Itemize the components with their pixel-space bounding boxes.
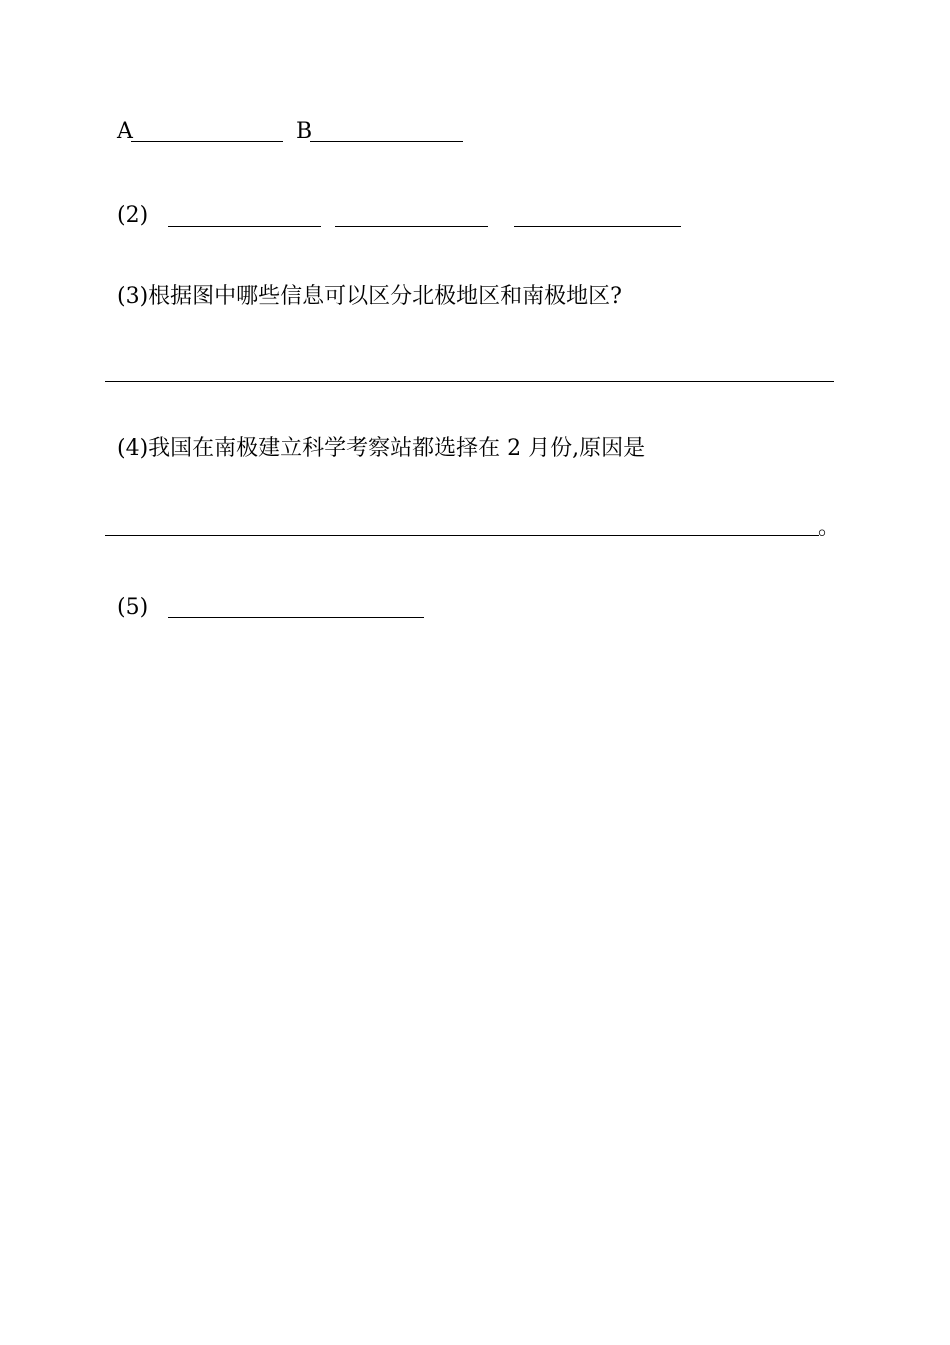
q1-answer-blank-b[interactable]	[310, 141, 463, 142]
q5-answer-blank[interactable]	[168, 617, 424, 618]
q1-label-b: B	[296, 119, 313, 144]
q4-end-mark: 。	[818, 515, 841, 540]
q2-answer-blank-2[interactable]	[335, 226, 488, 227]
q2-number: (2)	[117, 203, 149, 228]
q4-question-text: (4)我国在南极建立科学考察站都选择在 2 月份,原因是	[117, 436, 646, 461]
q3-answer-line[interactable]	[105, 381, 834, 382]
q1-label-a: A	[117, 119, 133, 144]
q2-answer-blank-1[interactable]	[168, 226, 321, 227]
q2-answer-blank-3[interactable]	[514, 226, 681, 227]
q1-answer-blank-a[interactable]	[131, 141, 283, 142]
q4-answer-line[interactable]	[105, 535, 819, 536]
q5-number: (5)	[117, 595, 149, 620]
q3-question-text: (3)根据图中哪些信息可以区分北极地区和南极地区?	[117, 284, 622, 309]
